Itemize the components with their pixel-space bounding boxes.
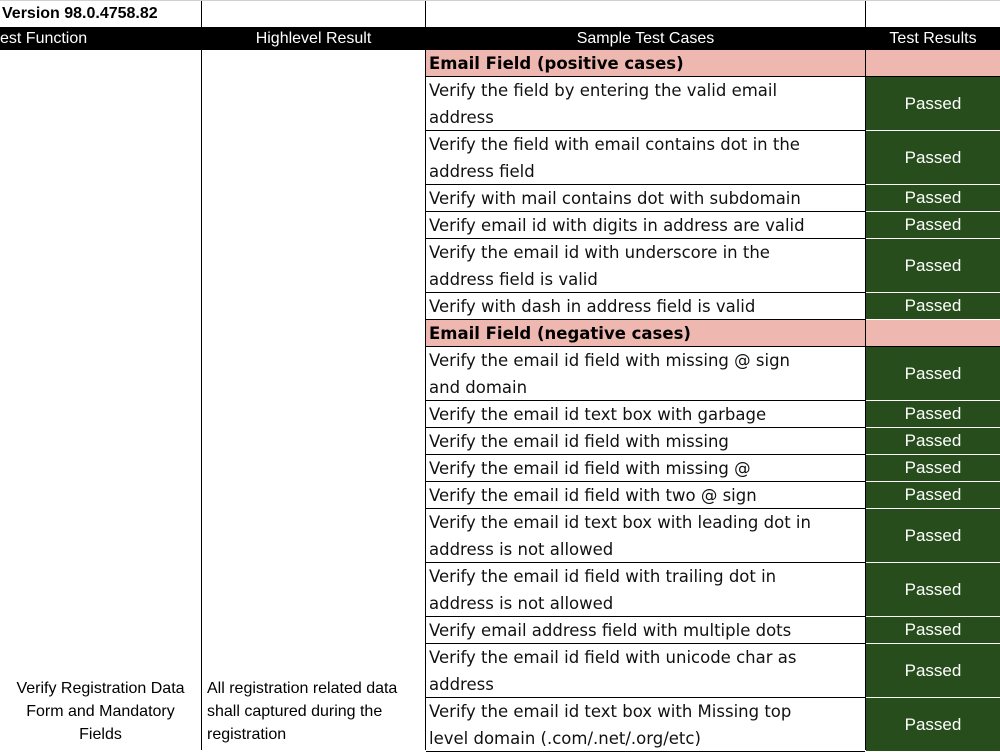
test-case-cell[interactable] bbox=[426, 185, 865, 212]
section-header[interactable]: Email Field (negative cases) bbox=[426, 320, 865, 347]
test-function-line: Verify Registration Data bbox=[16, 680, 185, 697]
test-case-cell[interactable] bbox=[426, 698, 865, 752]
test-case-line: Verify the email id field with unicode char as bbox=[429, 648, 797, 667]
test-case-cell[interactable] bbox=[426, 617, 865, 644]
header-test-results[interactable]: Test Results bbox=[866, 27, 1000, 50]
test-case-line: Verify with dash in address field is valid bbox=[429, 297, 756, 316]
test-result-passed[interactable]: Passed bbox=[866, 239, 1000, 293]
test-case-cell[interactable] bbox=[426, 563, 865, 617]
test-result-passed[interactable]: Passed bbox=[866, 77, 1000, 131]
test-case-cell[interactable] bbox=[426, 293, 865, 320]
test-result-passed[interactable]: Passed bbox=[866, 617, 1000, 644]
test-result-passed[interactable]: Passed bbox=[866, 644, 1000, 698]
test-case-line: address bbox=[429, 108, 494, 127]
test-case-cell[interactable] bbox=[426, 239, 865, 293]
column-divider bbox=[201, 0, 202, 750]
test-result-passed[interactable]: Passed bbox=[866, 131, 1000, 185]
test-case-cell[interactable] bbox=[426, 428, 865, 455]
test-function-cell[interactable] bbox=[0, 675, 201, 750]
test-case-line: Verify the field with email contains dot in the bbox=[429, 135, 800, 154]
test-case-line: Verify the email id field with missing bbox=[429, 432, 729, 451]
test-case-line: Verify email id with digits in address are valid bbox=[429, 216, 805, 235]
test-result-passed[interactable]: Passed bbox=[866, 509, 1000, 563]
test-case-line: Verify the field by entering the valid email bbox=[429, 81, 778, 100]
section-result-cell[interactable] bbox=[866, 320, 1000, 347]
test-result-passed[interactable]: Passed bbox=[866, 347, 1000, 401]
test-case-line: Verify the email id text box with garbage bbox=[429, 405, 767, 424]
test-result-passed[interactable]: Passed bbox=[866, 698, 1000, 752]
highlevel-result-line: registration bbox=[207, 726, 287, 743]
section-header[interactable]: Email Field (positive cases) bbox=[426, 50, 865, 77]
test-case-cell[interactable] bbox=[426, 509, 865, 563]
test-case-line: Verify the email id field with trailing dot in bbox=[429, 567, 777, 586]
test-case-line: address field bbox=[429, 162, 535, 181]
test-result-passed[interactable]: Passed bbox=[866, 563, 1000, 617]
test-result-passed[interactable]: Passed bbox=[866, 428, 1000, 455]
highlevel-result-line: All registration related data bbox=[207, 680, 398, 697]
highlevel-result-line: shall captured during the bbox=[207, 703, 383, 720]
test-case-line: Verify email address field with multiple dots bbox=[429, 621, 792, 640]
test-case-line: address is not allowed bbox=[429, 540, 614, 559]
test-case-cell[interactable] bbox=[426, 482, 865, 509]
test-case-cell[interactable] bbox=[426, 455, 865, 482]
test-case-cell[interactable] bbox=[426, 212, 865, 239]
header-highlevel-result[interactable]: Highlevel Result bbox=[202, 27, 425, 50]
test-case-cell[interactable] bbox=[426, 347, 865, 401]
test-result-passed[interactable]: Passed bbox=[866, 185, 1000, 212]
test-function-line: Fields bbox=[79, 726, 122, 743]
test-result-passed[interactable]: Passed bbox=[866, 293, 1000, 320]
version-label: Version 98.0.4758.82 bbox=[2, 5, 158, 22]
test-case-line: address bbox=[429, 675, 494, 694]
test-case-cell[interactable] bbox=[426, 131, 865, 185]
highlevel-result-cell[interactable] bbox=[202, 675, 426, 750]
test-case-line: Verify with mail contains dot with subdomain bbox=[429, 189, 801, 208]
test-case-line: Verify the email id text box with Missing top bbox=[429, 702, 792, 721]
header-test-function[interactable]: est Function bbox=[0, 27, 201, 50]
test-case-cell[interactable] bbox=[426, 401, 865, 428]
test-case-line: address field is valid bbox=[429, 270, 598, 289]
test-case-cell[interactable] bbox=[426, 77, 865, 131]
test-case-line: and domain bbox=[429, 378, 528, 397]
header-sample-test-cases[interactable]: Sample Test Cases bbox=[426, 27, 865, 50]
test-case-cell[interactable] bbox=[426, 644, 865, 698]
test-result-passed[interactable]: Passed bbox=[866, 455, 1000, 482]
test-case-line: Verify the email id field with two @ sign bbox=[429, 486, 757, 505]
test-result-passed[interactable]: Passed bbox=[866, 401, 1000, 428]
test-function-line: Form and Mandatory bbox=[26, 703, 175, 720]
test-case-line: Verify the email id field with missing @ sign bbox=[429, 351, 790, 370]
test-result-passed[interactable]: Passed bbox=[866, 482, 1000, 509]
test-case-line: Verify the email id with underscore in the bbox=[429, 243, 770, 262]
test-case-line: address is not allowed bbox=[429, 594, 614, 613]
test-case-line: Verify the email id field with missing @ bbox=[429, 459, 751, 478]
section-result-cell[interactable] bbox=[866, 50, 1000, 77]
test-case-line: level domain (.com/.net/.org/etc) bbox=[429, 729, 701, 748]
test-result-passed[interactable]: Passed bbox=[866, 212, 1000, 239]
test-case-line: Verify the email id text box with leading dot in bbox=[429, 513, 811, 532]
